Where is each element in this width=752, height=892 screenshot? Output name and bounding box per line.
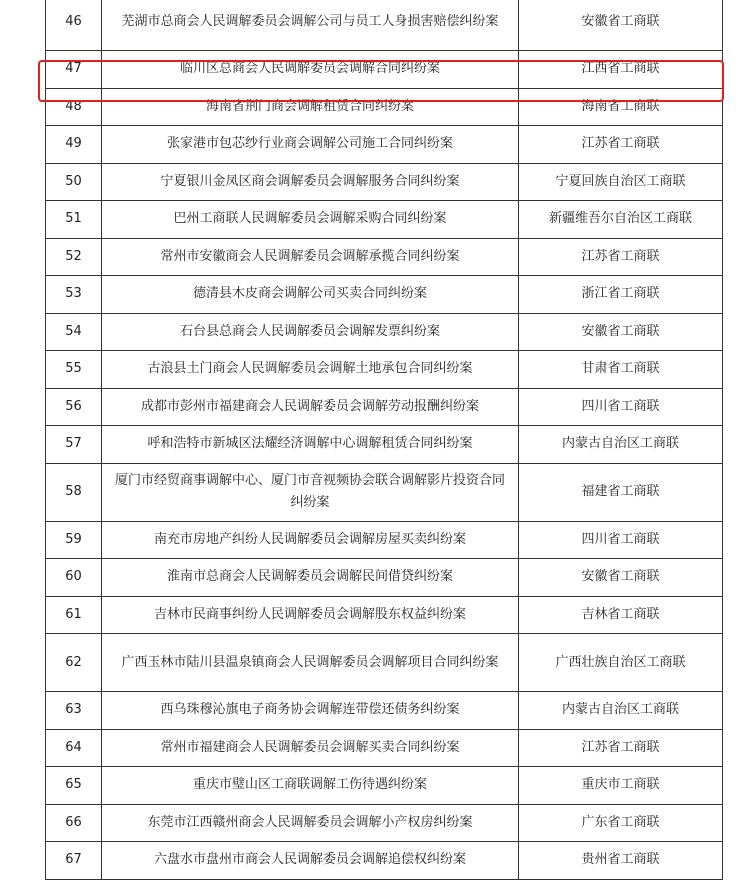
case-name: 张家港市包芯纱行业商会调解公司施工合同纠纷案 <box>102 126 519 164</box>
case-name: 临川区总商会人民调解委员会调解合同纠纷案 <box>102 51 519 89</box>
case-name: 西乌珠穆沁旗电子商务协会调解连带偿还债务纠纷案 <box>102 692 519 730</box>
case-name: 南充市房地产纠纷人民调解委员会调解房屋买卖纠纷案 <box>102 521 519 559</box>
recommending-org: 甘肃省工商联 <box>519 351 723 389</box>
recommending-org: 福建省工商联 <box>519 463 723 521</box>
row-number: 64 <box>46 729 102 767</box>
case-name: 石台县总商会人民调解委员会调解发票纠纷案 <box>102 313 519 351</box>
table-row <box>46 163 723 201</box>
row-number: 61 <box>46 596 102 634</box>
table-row <box>46 426 723 464</box>
case-name: 德清县木皮商会调解公司买卖合同纠纷案 <box>102 276 519 314</box>
recommending-org: 安徽省工商联 <box>519 559 723 597</box>
recommending-org: 新疆维吾尔自治区工商联 <box>519 201 723 239</box>
table-row <box>46 88 723 126</box>
table-row-highlighted <box>46 51 723 89</box>
row-number: 54 <box>46 313 102 351</box>
case-name: 六盘水市盘州市商会人民调解委员会调解追偿权纠纷案 <box>102 842 519 880</box>
case-name: 成都市彭州市福建商会人民调解委员会调解劳动报酬纠纷案 <box>102 388 519 426</box>
table-row <box>46 692 723 730</box>
table-row <box>46 804 723 842</box>
case-name: 重庆市璧山区工商联调解工伤待遇纠纷案 <box>102 767 519 805</box>
row-number: 59 <box>46 521 102 559</box>
case-name: 呼和浩特市新城区法耀经济调解中心调解租赁合同纠纷案 <box>102 426 519 464</box>
recommending-org: 内蒙古自治区工商联 <box>519 692 723 730</box>
case-name: 淮南市总商会人民调解委员会调解民间借贷纠纷案 <box>102 559 519 597</box>
recommending-org: 安徽省工商联 <box>519 313 723 351</box>
case-name: 厦门市经贸商事调解中心、厦门市音视频协会联合调解影片投资合同纠纷案 <box>102 463 519 521</box>
recommending-org: 江苏省工商联 <box>519 126 723 164</box>
row-number: 52 <box>46 238 102 276</box>
recommending-org: 内蒙古自治区工商联 <box>519 426 723 464</box>
recommending-org: 江西省工商联 <box>519 51 723 89</box>
table-row <box>46 276 723 314</box>
table-row <box>46 729 723 767</box>
case-name: 吉林市民商事纠纷人民调解委员会调解股东权益纠纷案 <box>102 596 519 634</box>
row-number: 51 <box>46 201 102 239</box>
row-number: 58 <box>46 463 102 521</box>
table-row <box>46 313 723 351</box>
row-number: 60 <box>46 559 102 597</box>
row-number: 46 <box>46 0 102 51</box>
recommending-org: 广东省工商联 <box>519 804 723 842</box>
case-name: 宁夏银川金凤区商会调解委员会调解服务合同纠纷案 <box>102 163 519 201</box>
row-number: 48 <box>46 88 102 126</box>
row-number: 63 <box>46 692 102 730</box>
table-row <box>46 238 723 276</box>
table-row <box>46 842 723 880</box>
table-row <box>46 634 723 692</box>
case-name: 芜湖市总商会人民调解委员会调解公司与员工人身损害赔偿纠纷案 <box>102 0 519 51</box>
case-table <box>45 0 723 880</box>
recommending-org: 贵州省工商联 <box>519 842 723 880</box>
row-number: 47 <box>46 51 102 89</box>
case-table-body <box>46 0 723 879</box>
row-number: 56 <box>46 388 102 426</box>
table-row <box>46 463 723 521</box>
case-name: 东莞市江西赣州商会人民调解委员会调解小产权房纠纷案 <box>102 804 519 842</box>
recommending-org: 江苏省工商联 <box>519 238 723 276</box>
row-number: 49 <box>46 126 102 164</box>
recommending-org: 浙江省工商联 <box>519 276 723 314</box>
row-number: 65 <box>46 767 102 805</box>
recommending-org: 四川省工商联 <box>519 388 723 426</box>
recommending-org: 海南省工商联 <box>519 88 723 126</box>
table-row <box>46 126 723 164</box>
table-row <box>46 521 723 559</box>
case-table-container <box>45 0 722 880</box>
case-name: 古浪县土门商会人民调解委员会调解土地承包合同纠纷案 <box>102 351 519 389</box>
recommending-org: 重庆市工商联 <box>519 767 723 805</box>
recommending-org: 吉林省工商联 <box>519 596 723 634</box>
case-name: 常州市安徽商会人民调解委员会调解承揽合同纠纷案 <box>102 238 519 276</box>
table-row <box>46 0 723 51</box>
table-row <box>46 596 723 634</box>
row-number: 66 <box>46 804 102 842</box>
row-number: 57 <box>46 426 102 464</box>
table-row <box>46 201 723 239</box>
row-number: 67 <box>46 842 102 880</box>
recommending-org: 四川省工商联 <box>519 521 723 559</box>
row-number: 55 <box>46 351 102 389</box>
recommending-org: 安徽省工商联 <box>519 0 723 51</box>
row-number: 62 <box>46 634 102 692</box>
case-name: 海南省荆门商会调解租赁合同纠纷案 <box>102 88 519 126</box>
recommending-org: 宁夏回族自治区工商联 <box>519 163 723 201</box>
table-row <box>46 559 723 597</box>
recommending-org: 江苏省工商联 <box>519 729 723 767</box>
case-name: 广西玉林市陆川县温泉镇商会人民调解委员会调解项目合同纠纷案 <box>102 634 519 692</box>
table-row <box>46 388 723 426</box>
table-row <box>46 767 723 805</box>
case-name: 巴州工商联人民调解委员会调解采购合同纠纷案 <box>102 201 519 239</box>
case-name: 常州市福建商会人民调解委员会调解买卖合同纠纷案 <box>102 729 519 767</box>
recommending-org: 广西壮族自治区工商联 <box>519 634 723 692</box>
row-number: 53 <box>46 276 102 314</box>
table-row <box>46 351 723 389</box>
row-number: 50 <box>46 163 102 201</box>
